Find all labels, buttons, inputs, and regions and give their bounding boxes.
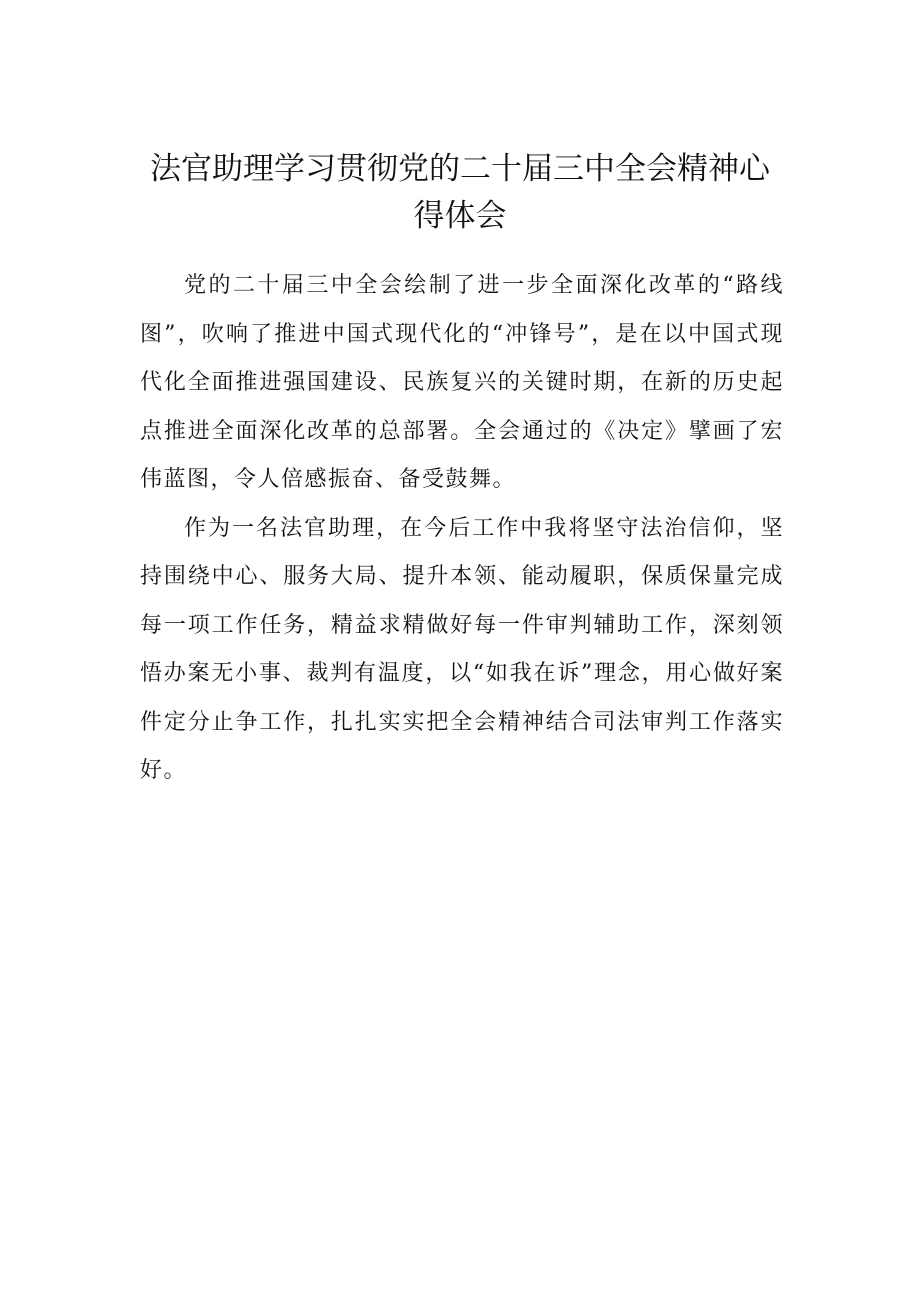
document-title: 法官助理学习贯彻党的二十届三中全会精神心得体会 <box>150 151 770 234</box>
paragraph-1: 党的二十届三中全会绘制了进一步全面深化改革的“路线图”，吹响了推进中国式现代化的“冲锋号”，是在以中国式现代化全面推进强国建设、民族复兴的关键时期，在新的历史起点推进全面深化改革的总部署。全会通过的《决定》擘画了宏伟蓝图，令人倍感振奋、备受鼓舞。 <box>140 273 784 492</box>
paragraph-2: 作为一名法官助理，在今后工作中我将坚守法治信仰，坚持围绕中心、服务大局、提升本领、能动履职，保质保量完成每一项工作任务，精益求精做好每一件审判辅助工作，深刻领悟办案无小事、裁判有温度，以“如我在诉”理念，用心做好案件定分止争工作，扎扎实实把全会精神结合司法审判工作落实好。 <box>140 515 784 783</box>
document-body <box>140 262 784 796</box>
